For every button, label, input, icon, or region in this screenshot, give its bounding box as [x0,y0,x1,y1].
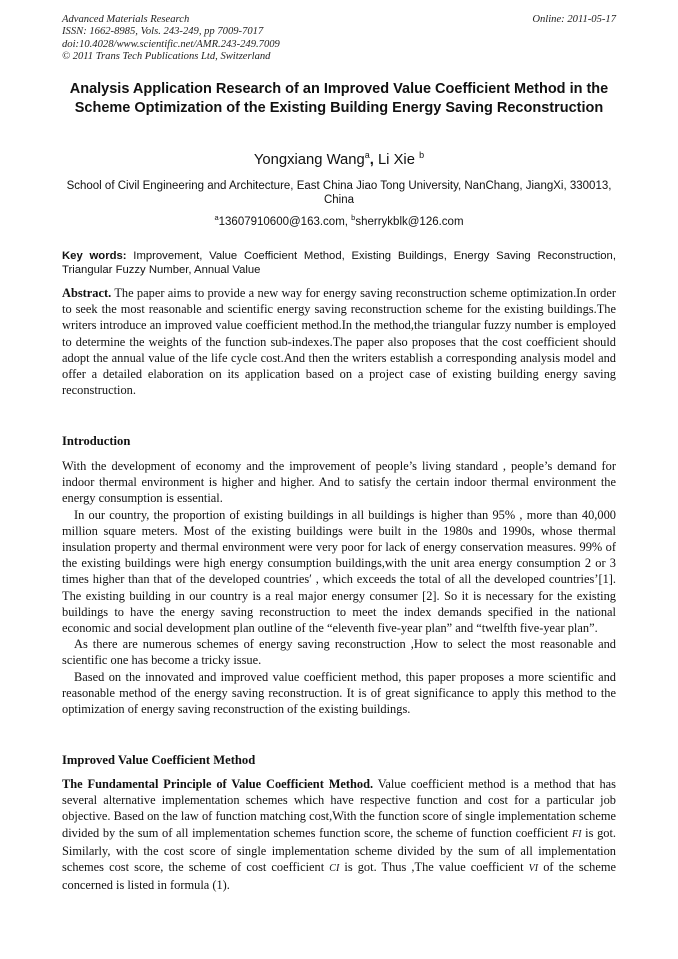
email-a-sup: a [214,213,219,222]
paper-title: Analysis Application Research of an Improved Value Coefficient Method in the Scheme Optimization of the Existing Building Energy Saving Reconstruction [69,81,609,116]
intro-paragraph-4: Based on the innovated and improved value coefficient method, this paper proposes a more scientific and reasonable method of the energy saving reconstruction. It is of great significance to apply this method to the optimization of energy saving reconstruction of the existing buildings. [62,669,616,717]
fundamental-text-1: Value coefficient method is a method that has several alternative implementation schemes which have respective function and cost for a particular job objective. Based on the law of function matching cost,With the function score of single implementation scheme divided by the sum of all implementation schemes function score, the scheme of function coefficient [62,777,616,840]
var-fi: FI [572,828,582,840]
keywords-text: Improvement, Value Coefficient Method, Existing Buildings, Energy Saving Reconstruction, Triangular Fuzzy Number, Annual Value [62,250,616,276]
abstract-text: The paper aims to provide a new way for energy saving reconstruction scheme optimization.In order to seek the most reasonable and scientific energy saving reconstruction scheme for the existing buildings.The writers introduce an improved value coefficient method.In the method,the triangular fuzzy number is employed to determine the weights of the function sub-indexes.The paper also proposes that the cost coefficient should adopt the annual value of the life cycle cost.And then the writers establish a corresponding analysis model and offer a detailed elaboration on its application based on a project case of existing building energy saving reconstruction. [62,286,616,398]
email-b: sherrykblk@126.com [355,215,464,228]
email-b-sup: b [351,213,356,222]
fundamental-paragraph [62,776,616,893]
fundamental-label: The Fundamental Principle of Value Coefficient Method. [62,777,374,791]
author-2-sup: b [419,150,425,160]
introduction-body [62,458,616,717]
intro-paragraph-1: With the development of economy and the improvement of people’s living standard , people’s demand for indoor thermal environment is higher and higher. And to satisfy the certain indoor thermal environment the energy consumption is essential. [62,459,616,506]
affiliation: School of Civil Engineering and Architecture, East China Jiao Tong University, NanChang, JiangXi, 330013, China [66,180,612,206]
fundamental-text-2: is got. Similarly, with the cost score of single implementation scheme divided by the sum of all implementation schemes cost score, the scheme of cost coefficient [62,825,617,875]
copyright-line: © 2011 Trans Tech Publications Ltd, Switzerland [62,50,271,62]
keywords-label: Key words: [62,250,127,262]
author-1-sup: a [364,150,370,160]
journal-header [62,14,616,63]
keywords [62,249,616,277]
authors [62,150,616,168]
author-1: Yongxiang Wang [253,151,365,168]
doi-line: doi:10.4028/www.scientific.net/AMR.243-249.7009 [62,38,280,50]
emails [62,213,616,228]
var-ci: CI [329,863,340,875]
journal-name: Advanced Materials Research [62,14,190,25]
issn-line: ISSN: 1662-8985, Vols. 243-249, pp 7009-7017 [62,26,264,38]
author-2: Li Xie [377,151,415,168]
fundamental-principle [62,776,616,893]
introduction-heading: Introduction [62,434,131,448]
fundamental-text-3: is got. Thus ,The value coefficient [339,860,529,875]
intro-paragraph-2: In our country, the proportion of existing buildings in all buildings is higher than 95% , more than 40,000 million square meters. Most of the existing buildings were built in the 1980s and 1990s, whose thermal insulation property and thermal environment were very poor for lack of energy conservation measures. 99% of the existing buildings were high energy consumption buildings,with the unit area energy consumption 2 or 3 times higher than that of the developed countries′ , which exceeds the total of all the developed countries’[1]. The existing building in our country is a real major energy consumer [2]. So it is necessary for the existing buildings to have the energy saving reconstruction to meet the index demands specified in the national economic and social development plan outline of the “eleventh five-year plan” and “twelfth five-year plan”. [62,507,616,636]
email-a: 13607910600@163.com, [218,215,352,228]
author-separator: , [369,151,378,168]
intro-paragraph-3: As there are numerous schemes of energy saving reconstruction ,How to select the most reasonable and scientific one has become a tricky issue. [62,637,616,668]
improved-method-heading: Improved Value Coefficient Method [62,753,256,767]
abstract-label: Abstract. [62,286,112,300]
online-date: Online: 2011-05-17 [532,14,616,25]
var-vi: VI [528,863,539,875]
abstract [62,285,616,398]
fundamental-text-4: of the scheme concerned is listed in formula (1). [62,860,617,893]
